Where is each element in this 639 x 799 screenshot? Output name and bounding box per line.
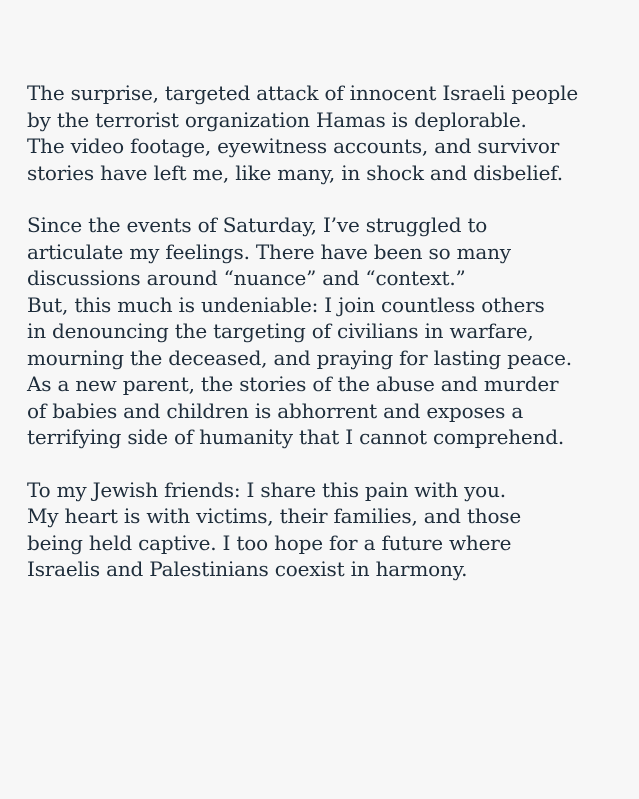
statement-line: As a new parent, the stories of the abuse and murder (27, 372, 559, 396)
statement-line: My heart is with victims, their families, and those (27, 504, 521, 528)
statement-line: discussions around “nuance” and “context.” (27, 266, 466, 290)
statement-line: by the terrorist organization Hamas is deplorable. (27, 107, 527, 132)
statement-paragraph-2 (27, 212, 627, 451)
statement-line: of babies and children is abhorrent and exposes a (27, 398, 524, 423)
statement-line: being held captive. I too hope for a future where (27, 530, 512, 555)
statement-line: To my Jewish friends: I share this pain with you. (27, 477, 506, 502)
statement-line: in denouncing the targeting of civilians in warfare, (27, 319, 534, 343)
statement-line: Israelis and Palestinians coexist in harmony. (27, 557, 468, 581)
statement-line: stories have left me, like many, in shock and disbelief. (27, 160, 563, 185)
statement-line: articulate my feelings. There have been so many (27, 239, 511, 264)
statement-line: The surprise, targeted attack of innocent Israeli people (27, 81, 578, 105)
statement-line: terrifying side of humanity that I cannot comprehend. (27, 425, 564, 449)
statement-paragraph-1 (27, 80, 627, 186)
statement-line: Since the events of Saturday, I’ve struggled to (27, 213, 488, 237)
statement-line: But, this much is undeniable: I join countless others (27, 292, 545, 317)
statement-text (27, 80, 627, 609)
statement-line: The video footage, eyewitness accounts, and survivor (27, 134, 560, 158)
statement-line: mourning the deceased, and praying for lasting peace. (27, 345, 572, 370)
statement-paragraph-3 (27, 477, 627, 583)
